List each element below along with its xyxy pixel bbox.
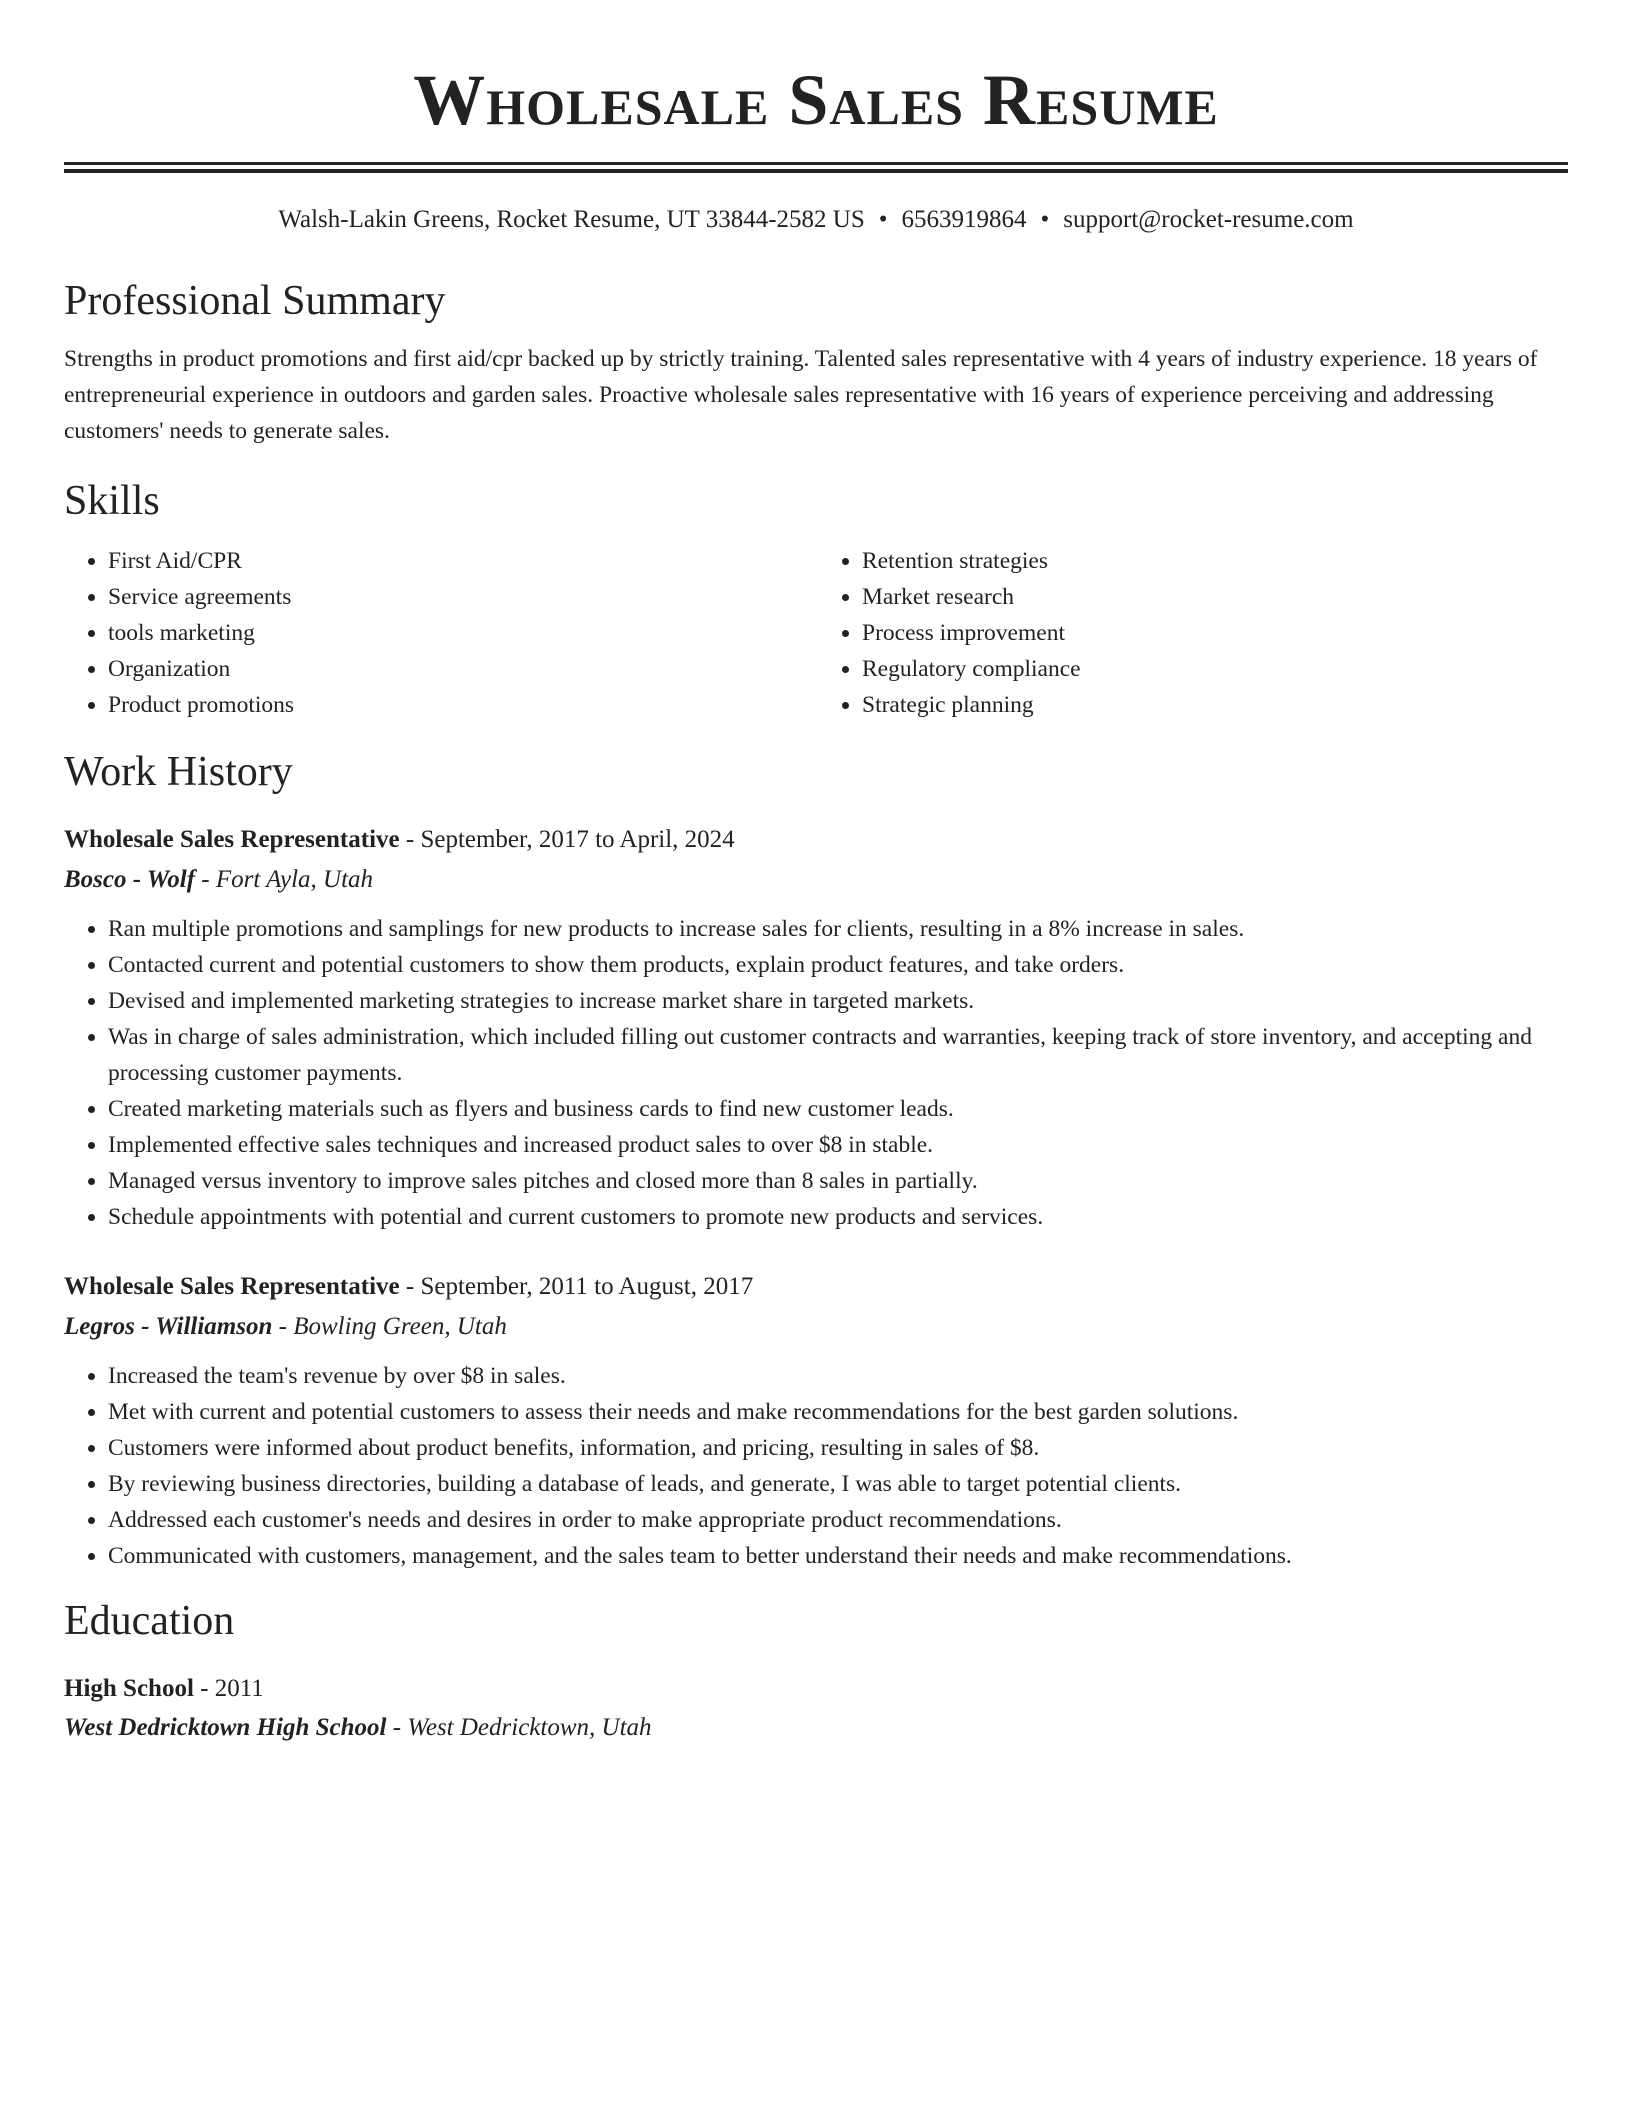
- job-dates: September, 2011 to August, 2017: [420, 1273, 754, 1300]
- contact-email: support@rocket-resume.com: [1063, 206, 1354, 233]
- job-duties: [64, 1358, 1568, 1574]
- duty-item: • Was in charge of sales administration, which included filling out customer contracts and warranties, keeping track of store inventory, and accepting and processing customer payments.: [108, 1019, 1568, 1091]
- skill-item: • Process improvement: [862, 615, 1568, 651]
- skills-column-left: [64, 543, 814, 723]
- duty-item: • Ran multiple promotions and samplings for new products to increase sales for clients, resulting in a 8% increase in sales.: [108, 911, 1568, 947]
- job-entry: [64, 1269, 1568, 1574]
- work-history-heading: Work History: [64, 749, 293, 795]
- duty-item: • Contacted current and potential customers to show them products, explain product features, and take orders.: [108, 947, 1568, 983]
- contact-separator: •: [878, 206, 888, 233]
- skills-column-right: [814, 543, 1568, 723]
- employer-location: Fort Ayla, Utah: [215, 866, 374, 893]
- job-dates: September, 2017 to April, 2024: [420, 826, 735, 853]
- education-school: West Dedricktown High School: [64, 1714, 387, 1741]
- resume-title: Wholesale Sales Resume: [413, 60, 1219, 140]
- skill-item: • Product promotions: [108, 687, 814, 723]
- duty-item: • Managed versus inventory to improve sales pitches and closed more than 8 sales in partially.: [108, 1163, 1568, 1199]
- duty-item: • Implemented effective sales techniques and increased product sales to over $8 in stable.: [108, 1127, 1568, 1163]
- employer-line: Bosco - Wolf - Fort Ayla, Utah: [64, 866, 374, 893]
- duty-item: • By reviewing business directories, building a database of leads, and generate, I was able to target potential clients.: [108, 1466, 1568, 1502]
- education-heading: Education: [64, 1598, 235, 1644]
- skill-item: • Strategic planning: [862, 687, 1568, 723]
- education-entry: [64, 1671, 1568, 1746]
- employer-location: Bowling Green, Utah: [293, 1313, 507, 1340]
- title-divider: [64, 162, 1568, 173]
- duty-item: • Communicated with customers, management, and the sales team to better understand their needs and make recommendations.: [108, 1538, 1568, 1574]
- duty-item: • Met with current and potential customers to assess their needs and make recommendations for the best garden solutions.: [108, 1394, 1568, 1430]
- contact-address: Walsh-Lakin Greens, Rocket Resume, UT 33844-2582 US: [278, 206, 865, 233]
- job-duties: [64, 911, 1568, 1235]
- duty-item: • Devised and implemented marketing strategies to increase market share in targeted markets.: [108, 983, 1568, 1019]
- job-title-line: Wholesale Sales Representative - September, 2017 to April, 2024: [64, 826, 735, 853]
- employer-line: Legros - Williamson - Bowling Green, Utah: [64, 1313, 507, 1340]
- education-degree-line: High School - 2011: [64, 1675, 264, 1702]
- job-entry: [64, 822, 1568, 1235]
- skill-item: • Regulatory compliance: [862, 651, 1568, 687]
- duty-item: • Customers were informed about product benefits, information, and pricing, resulting in sales of $8.: [108, 1430, 1568, 1466]
- education-degree: High School: [64, 1675, 194, 1702]
- education-school-line: West Dedricktown High School - West Dedricktown, Utah: [64, 1714, 652, 1741]
- contact-separator: •: [1040, 206, 1050, 233]
- skill-item: • tools marketing: [108, 615, 814, 651]
- skill-item: • Retention strategies: [862, 543, 1568, 579]
- contact-phone: 6563919864: [901, 206, 1027, 233]
- duty-item: • Increased the team's revenue by over $8 in sales.: [108, 1358, 1568, 1394]
- skills-list: [64, 543, 1568, 723]
- education-year: 2011: [214, 1675, 264, 1702]
- summary-heading: Professional Summary: [64, 278, 446, 324]
- skill-item: • Market research: [862, 579, 1568, 615]
- contact-line: [64, 205, 1568, 235]
- employer-name: Legros - Williamson: [64, 1313, 273, 1340]
- duty-item: • Schedule appointments with potential and current customers to promote new products and services.: [108, 1199, 1568, 1235]
- education-location: West Dedricktown, Utah: [407, 1714, 652, 1741]
- duty-item: • Addressed each customer's needs and desires in order to make appropriate product recommendations.: [108, 1502, 1568, 1538]
- skills-heading: Skills: [64, 478, 160, 524]
- duty-item: • Created marketing materials such as flyers and business cards to find new customer leads.: [108, 1091, 1568, 1127]
- job-title: Wholesale Sales Representative: [64, 826, 400, 853]
- job-title-line: Wholesale Sales Representative - September, 2011 to August, 2017: [64, 1273, 754, 1300]
- employer-name: Bosco - Wolf: [64, 866, 196, 893]
- skill-item: • First Aid/CPR: [108, 543, 814, 579]
- skill-item: • Service agreements: [108, 579, 814, 615]
- skill-item: • Organization: [108, 651, 814, 687]
- summary-text: Strengths in product promotions and first aid/cpr backed up by strictly training. Talented sales representative with 4 years of industry experience. 18 years of entrepreneurial experience in outdoors and garden sales. Proactive wholesale sales representative with 16 years of experience perceiving and addressing customers' needs to generate sales.: [64, 346, 1538, 444]
- job-title: Wholesale Sales Representative: [64, 1273, 400, 1300]
